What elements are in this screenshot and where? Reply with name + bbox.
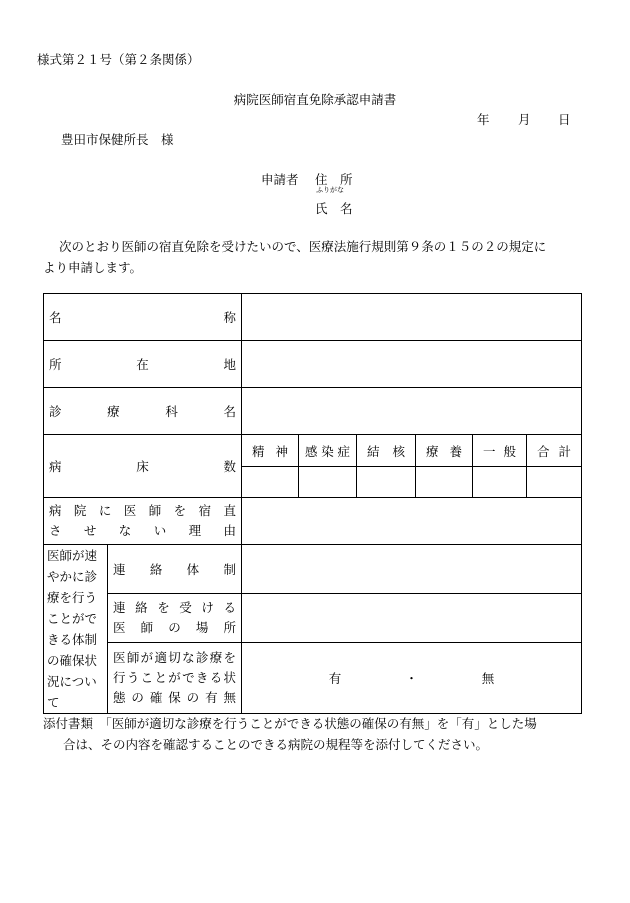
departments-field[interactable] <box>242 388 582 435</box>
ensure-label-line-1: 医師が適切な診療を <box>113 650 237 666</box>
body-line-1: 次のとおり医師の宿直免除を受けたいので、医療法施行規則第９条の１５の２の規定に <box>59 239 547 254</box>
attachment-line-2: 合は、その内容を確認することのできる病院の規程等を添付してください。 <box>63 737 489 752</box>
ensure-label-line-2: 行うことができる状 <box>113 670 237 686</box>
reason-label-line-1: 病院に医師を宿直 <box>49 503 237 518</box>
bed-type-psychiatric: 精神 <box>242 435 299 467</box>
system-label-line-8: て <box>47 695 60 710</box>
date-year-label: 年 <box>477 112 490 127</box>
furigana-label: ふりがな <box>316 186 344 194</box>
beds-label: 病床数 <box>44 435 242 498</box>
departments-label: 診療科名 <box>44 388 242 435</box>
bed-count-psychiatric[interactable] <box>242 467 299 498</box>
bed-count-total[interactable] <box>527 467 582 498</box>
contact-place-field[interactable] <box>242 594 582 643</box>
row-departments <box>44 388 582 435</box>
bed-count-tuberculosis[interactable] <box>357 467 416 498</box>
body-paragraph <box>43 236 588 278</box>
system-label-line-5: きる体制 <box>47 632 98 647</box>
applicant-label: 申請者 <box>261 172 299 187</box>
row-contact-system <box>44 545 582 594</box>
no-option[interactable]: 無 <box>481 671 495 687</box>
attachment-text-1: 「医師が適切な診療を行うことができる状態の確保の有無」を「有」とした場 <box>105 716 537 731</box>
row-contact-place <box>44 594 582 643</box>
applicant-name-label: 氏 名 <box>315 201 353 216</box>
form-number: 様式第２１号（第２条関係） <box>37 52 200 67</box>
system-label <box>44 545 108 714</box>
attachment-label: 添付書類 <box>43 716 94 731</box>
system-label-line-4: ことがで <box>47 611 98 626</box>
contact-system-label: 連絡体制 <box>108 545 242 594</box>
yes-no-field <box>242 643 582 714</box>
bed-type-longterm: 療養 <box>416 435 473 467</box>
date-month-label: 月 <box>518 112 531 127</box>
name-label: 名称 <box>44 294 242 341</box>
system-label-line-7: 況につい <box>47 674 97 689</box>
attachment-note <box>43 713 588 755</box>
row-name <box>44 294 582 341</box>
system-label-line-6: の確保状 <box>47 653 98 668</box>
bed-count-longterm[interactable] <box>416 467 473 498</box>
separator-dot: ・ <box>405 671 418 687</box>
contact-place-label <box>108 594 242 643</box>
contact-system-field[interactable] <box>242 545 582 594</box>
contact-place-label-line-2: 医師の場所 <box>113 620 237 636</box>
row-ensure <box>44 643 582 714</box>
bed-count-infectious[interactable] <box>299 467 357 498</box>
document-title: 病院医師宿直免除承認申請書 <box>233 92 397 107</box>
date-day-label: 日 <box>558 112 571 127</box>
system-label-line-1: 医師が速 <box>47 548 98 563</box>
location-field[interactable] <box>242 341 582 388</box>
reason-label <box>44 498 242 545</box>
bed-count-general[interactable] <box>473 467 527 498</box>
attachment-line-1 <box>43 713 588 734</box>
yes-option[interactable]: 有 <box>328 671 342 687</box>
row-location <box>44 341 582 388</box>
contact-place-label-line-1: 連絡を受ける <box>113 600 237 616</box>
ensure-label-line-3: 態の確保の有無 <box>113 690 237 706</box>
name-field[interactable] <box>242 294 582 341</box>
system-label-line-3: 療を行う <box>47 590 98 605</box>
location-label: 所在地 <box>44 341 242 388</box>
addressee: 豊田市保健所長 様 <box>61 132 174 147</box>
application-table <box>43 293 582 714</box>
applicant-address-label: 住 所 <box>315 172 353 187</box>
body-line-2: より申請します。 <box>43 260 143 275</box>
ensure-label <box>108 643 242 714</box>
bed-type-infectious: 感染症 <box>299 435 357 467</box>
reason-field[interactable] <box>242 498 582 545</box>
bed-type-tuberculosis: 結核 <box>357 435 416 467</box>
row-beds-header <box>44 435 582 467</box>
system-label-line-2: やかに診 <box>47 569 98 584</box>
bed-type-total: 合計 <box>527 435 582 467</box>
row-reason <box>44 498 582 545</box>
bed-type-general: 一般 <box>473 435 527 467</box>
reason-label-line-2: させない理由 <box>49 523 237 538</box>
